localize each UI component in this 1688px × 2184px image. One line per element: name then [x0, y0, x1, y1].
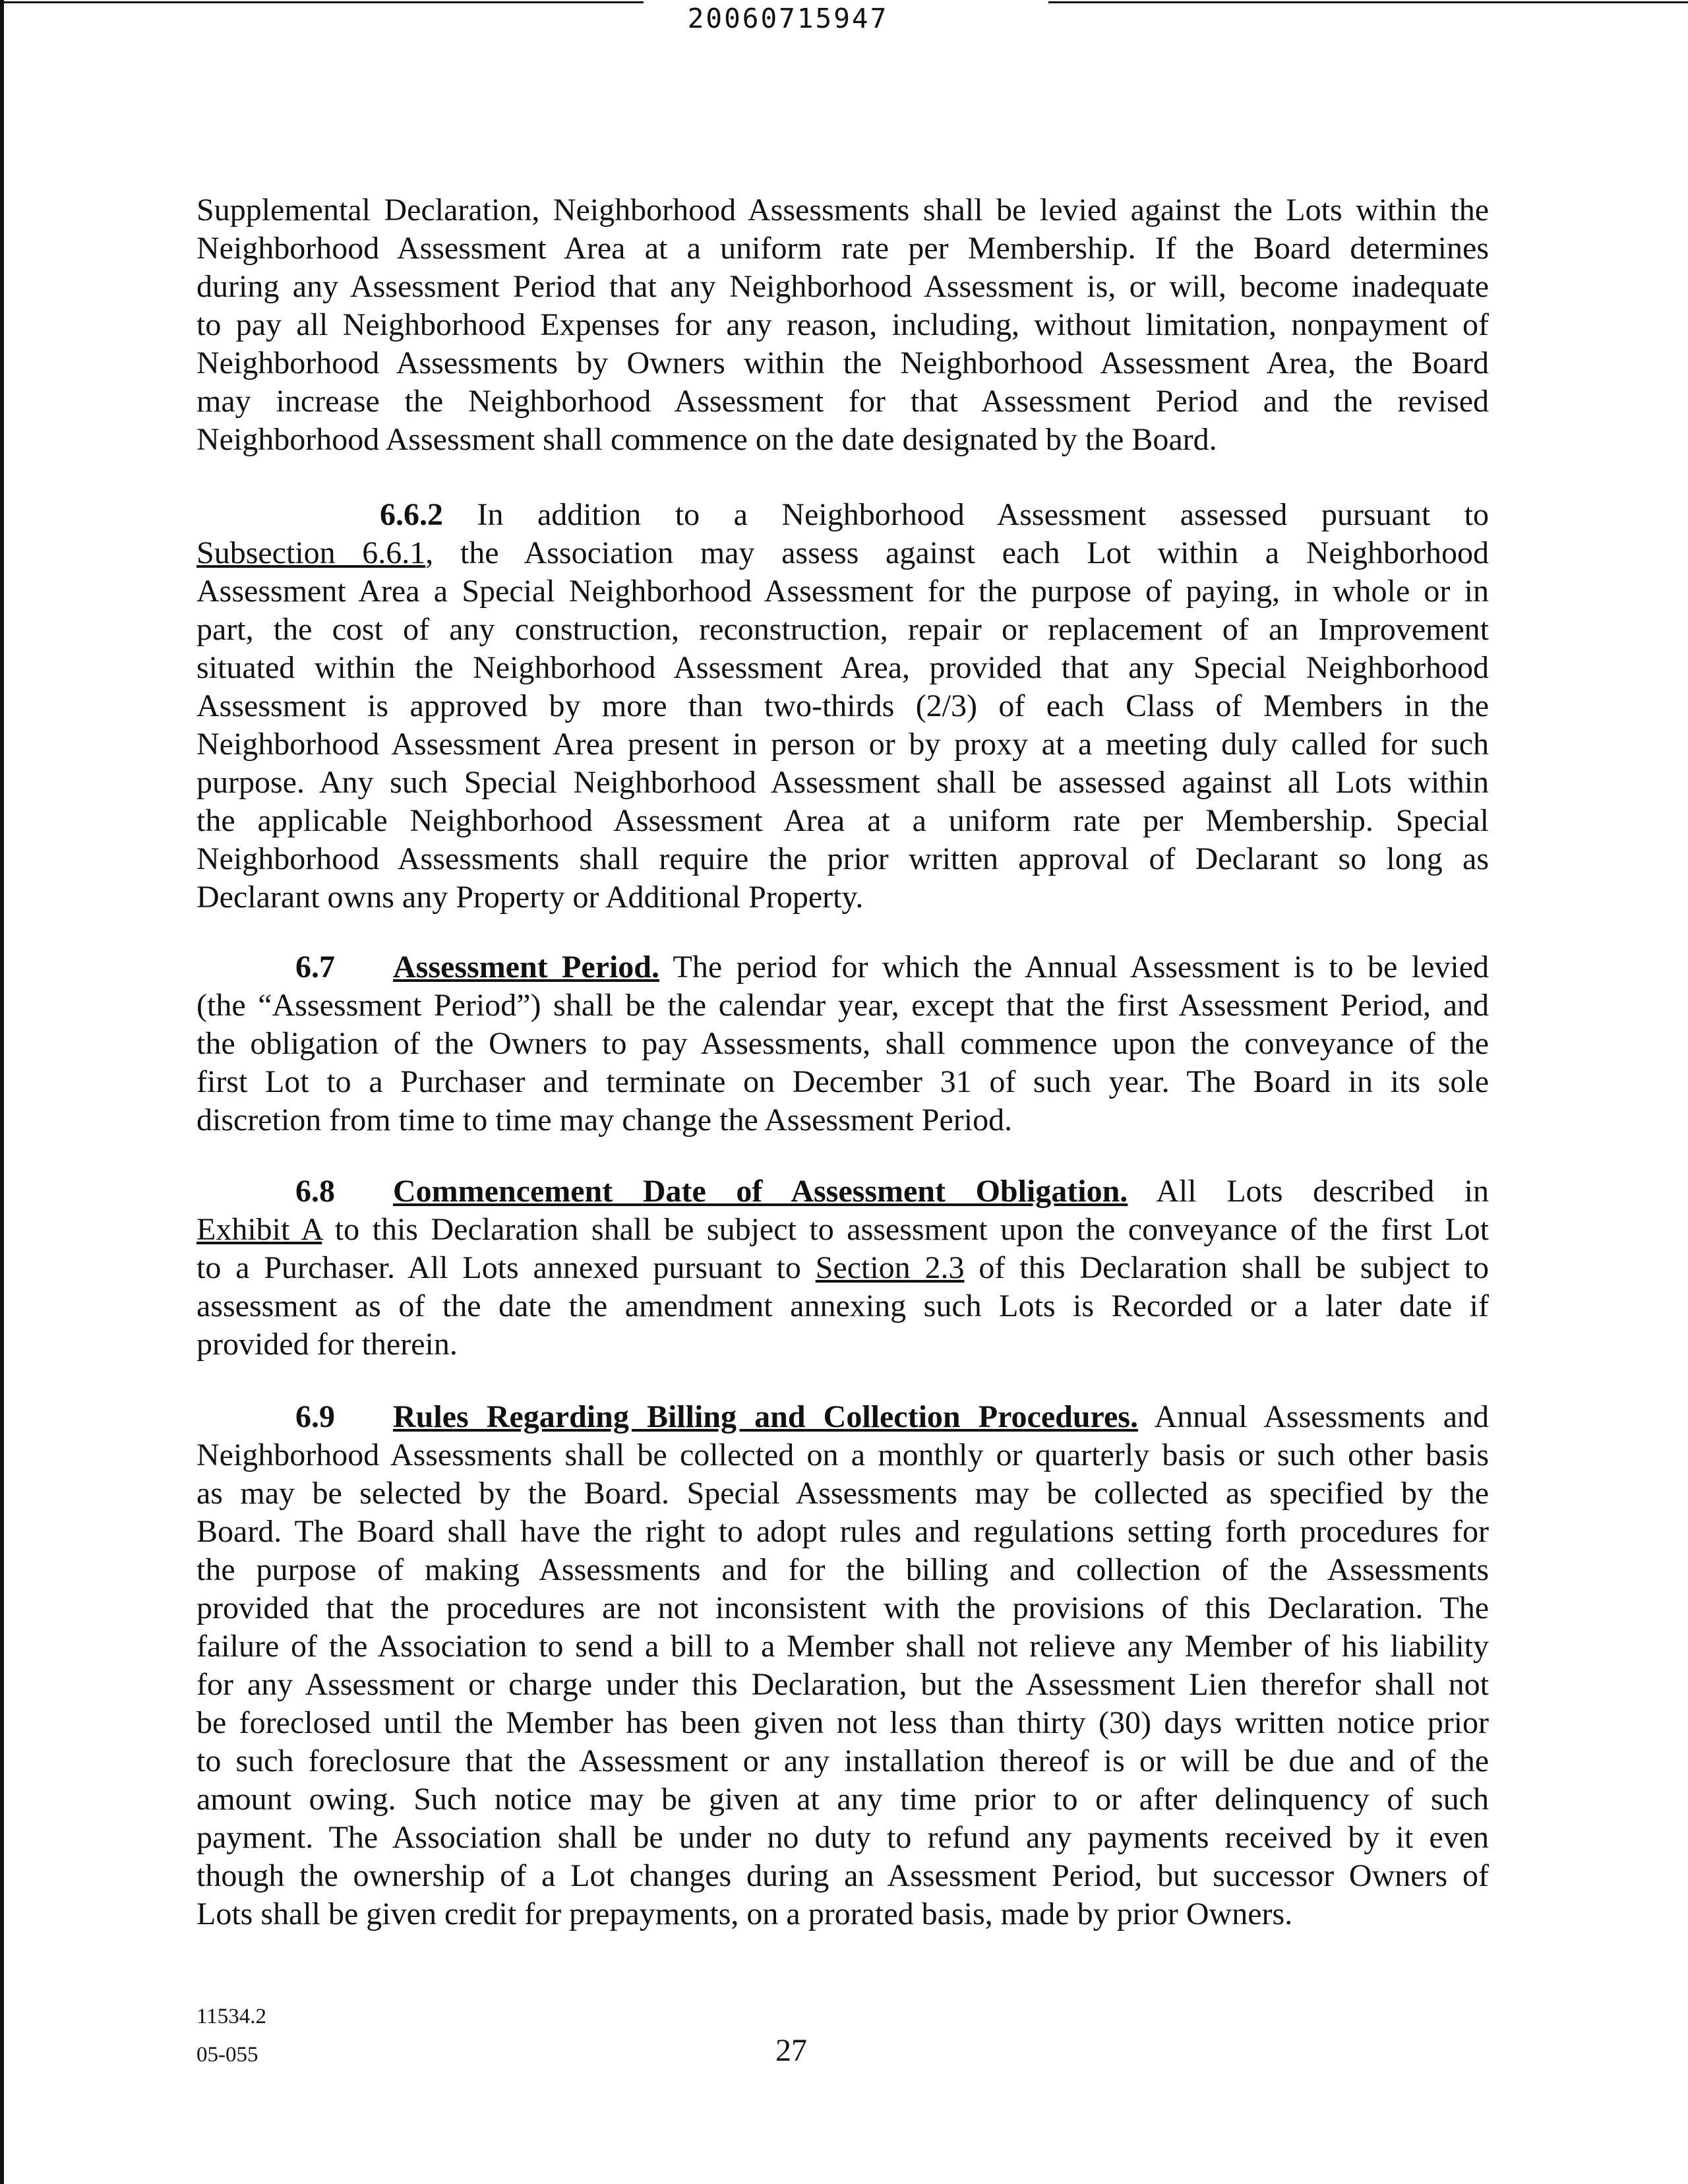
text-line: payment. The Association shall be under no duty to refund any payments received by it even [196, 1820, 1489, 1855]
text-line: Neighborhood Assessment Area present in person or by proxy at a meeting duly called for such [196, 727, 1489, 762]
section-text: of this Declaration shall be subject to [964, 1250, 1489, 1285]
text-line: the obligation of the Owners to pay Assessments, shall commence upon the conveyance of the [196, 1026, 1489, 1061]
text-line: to pay all Neighborhood Expenses for any reason, including, without limitation, nonpayment of [196, 307, 1489, 342]
section-text: All Lots described in [1156, 1174, 1489, 1209]
scan-edge-line [0, 0, 4, 2184]
section-title: Assessment Period. [393, 950, 659, 985]
footer-doc-number: 11534.2 [196, 2005, 267, 2028]
text-line: to such foreclosure that the Assessment or any installation thereof is or will be due and of the [196, 1744, 1489, 1778]
text-line: may increase the Neighborhood Assessment for that Assessment Period and the revised [196, 384, 1489, 419]
recording-stamp: 20060715947 [687, 3, 889, 34]
section-number: 6.9 [295, 1399, 335, 1434]
section-text: to this Declaration shall be subject to assessment upon the conveyance of the first Lot [322, 1212, 1489, 1247]
section-text: , the Association may assess against each Lot within a Neighborhood [425, 535, 1489, 570]
section-text: Annual Assessments and [1137, 1399, 1489, 1434]
text-line: the purpose of making Assessments and for the billing and collection of the Assessments [196, 1552, 1489, 1587]
text-line: Neighborhood Assessment shall commence on the date designated by the Board. [196, 422, 1217, 457]
text-line: situated within the Neighborhood Assessment Area, provided that any Special Neighborhood [196, 650, 1489, 685]
text-line: first Lot to a Purchaser and terminate on December 31 of such year. The Board in its sole [196, 1064, 1489, 1099]
text-line: the applicable Neighborhood Assessment Area at a uniform rate per Membership. Special [196, 803, 1489, 838]
text-line: Assessment is approved by more than two-thirds (2/3) of each Class of Members in the [196, 688, 1489, 723]
section-text: to a Purchaser. All Lots annexed pursuant to [196, 1250, 816, 1285]
section-text: The period for which the Annual Assessment is to be levied [659, 950, 1489, 985]
text-line: Neighborhood Assessment Area at a uniform rate per Membership. If the Board determines [196, 231, 1489, 266]
text-line: failure of the Association to send a bill to a Member shall not relieve any Member of his liability [196, 1629, 1489, 1664]
section-number: 6.6.2 [380, 497, 443, 532]
section-6-7-heading-line [295, 948, 1489, 986]
section-number: 6.8 [295, 1174, 335, 1209]
section-6-8-heading-line [295, 1172, 1489, 1211]
text-line: provided that the procedures are not inconsistent with the provisions of this Declaration. The [196, 1591, 1489, 1625]
section-text: In addition to a Neighborhood Assessment assessed pursuant to [477, 497, 1489, 532]
section-title: Commencement Date of Assessment Obligation. [393, 1174, 1128, 1209]
section-title: Rules Regarding Billing and Collection Procedures. [393, 1399, 1138, 1434]
text-line: be foreclosed until the Member has been given not less than thirty (30) days written notice prior [196, 1705, 1489, 1740]
text-line: purpose. Any such Special Neighborhood Assessment shall be assessed against all Lots within [196, 765, 1489, 800]
text-line: Assessment Area a Special Neighborhood Assessment for the purpose of paying, in whole or in [196, 574, 1489, 609]
exhibit-ref-link: Exhibit A [196, 1212, 322, 1247]
text-line: Supplemental Declaration, Neighborhood Assessments shall be levied against the Lots within the [196, 193, 1489, 228]
subsection-ref-link: Subsection 6.6.1 [196, 535, 426, 570]
section-6-8-line-3 [196, 1249, 1489, 1287]
text-line: amount owing. Such notice may be given at any time prior to or after delinquency of such [196, 1782, 1489, 1817]
text-line: assessment as of the date the amendment annexing such Lots is Recorded or a later date if [196, 1289, 1489, 1323]
text-line: Neighborhood Assessments by Owners within the Neighborhood Assessment Area, the Board [196, 346, 1489, 380]
section-6-9-heading-line [295, 1398, 1489, 1436]
text-line: Neighborhood Assessments shall be collected on a monthly or quarterly basis or such other basis [196, 1438, 1489, 1472]
footer-matter-number: 05-055 [196, 2043, 258, 2067]
section-number: 6.7 [295, 950, 335, 985]
text-line: Lots shall be given credit for prepayments, on a prorated basis, made by prior Owners. [196, 1896, 1293, 1931]
text-line: Declarant owns any Property or Additional Property. [196, 880, 864, 915]
section-ref-link: Section 2.3 [815, 1250, 965, 1285]
page-number: 27 [775, 2033, 807, 2068]
text-line: Neighborhood Assessments shall require the prior written approval of Declarant so long as [196, 841, 1489, 876]
section-6-6-2-second-line [196, 534, 1489, 572]
text-line: discretion from time to time may change the Assessment Period. [196, 1103, 1013, 1138]
section-6-6-2-first-line [380, 496, 1489, 534]
text-line: (the “Assessment Period”) shall be the calendar year, except that the first Assessment Period, and [196, 988, 1489, 1023]
text-line: for any Assessment or charge under this Declaration, but the Assessment Lien therefor shall not [196, 1667, 1489, 1702]
text-line: part, the cost of any construction, reconstruction, repair or replacement of an Improvement [196, 612, 1489, 647]
section-6-8-line-2 [196, 1211, 1489, 1249]
text-line: provided for therein. [196, 1327, 458, 1362]
text-line: though the ownership of a Lot changes during an Assessment Period, but successor Owners of [196, 1858, 1489, 1893]
text-line: Board. The Board shall have the right to adopt rules and regulations setting forth procedures for [196, 1514, 1489, 1549]
text-line: during any Assessment Period that any Neighborhood Assessment is, or will, become inadequate [196, 269, 1489, 304]
text-line: as may be selected by the Board. Special Assessments may be collected as specified by the [196, 1476, 1489, 1511]
